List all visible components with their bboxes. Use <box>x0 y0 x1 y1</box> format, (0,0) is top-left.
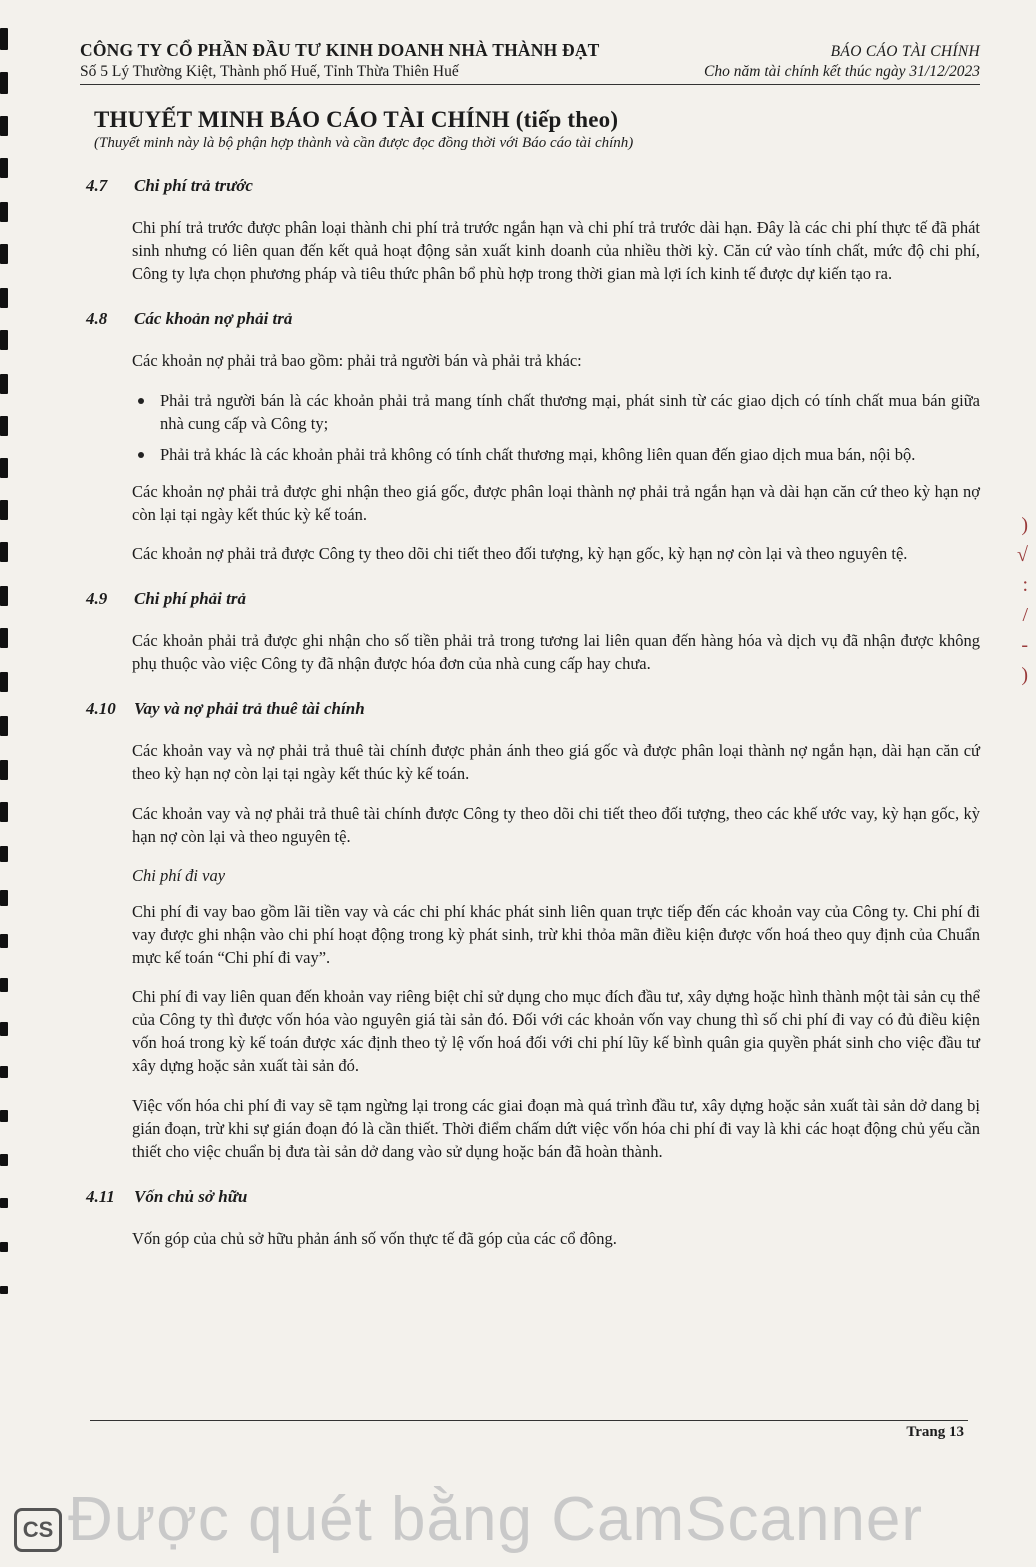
header-row-1 <box>80 40 980 61</box>
paragraph: Chi phí đi vay liên quan đến khoản vay riêng biệt chỉ sử dụng cho mục đích đầu tư, xây dựng hoặc hình thành một tài sản cụ thể của Công ty thì được vốn hóa vào nguyên giá tài sản đó. Đối với các khoản vốn vay chung thì số chi phí đi vay có đủ điều kiện vốn hoá trong kỳ kế toán được xác định theo tỷ lệ vốn hoá đối với chi phí lũy kế bình quân gia quyền phát sinh cho việc đầu tư xây dựng hoặc sản xuất tài sản đó. <box>132 987 980 1075</box>
list-item: Phải trả người bán là các khoản phải trả mang tính chất thương mại, phát sinh từ các giao dịch có tính chất mua bán giữa nhà cung cấp và Công ty; <box>132 389 980 435</box>
section-number: 4.10 <box>86 699 116 718</box>
header-row-2 <box>80 63 980 81</box>
paragraph: Các khoản nợ phải trả được ghi nhận theo giá gốc, được phân loại thành nợ phải trả ngắn hạn và dài hạn căn cứ theo kỳ hạn nợ còn lại tại ngày kết thúc kỳ kế toán. <box>132 481 980 524</box>
section-title: Vốn chủ sở hữu <box>134 1186 248 1206</box>
section-heading-4-9 <box>86 589 980 609</box>
paragraph: Việc vốn hóa chi phí đi vay sẽ tạm ngừng lại trong các giai đoạn mà quá trình đầu tư, xây dựng hoặc sản xuất tài sản dở dang bị gián đoạn, trừ khi sự gián đoạn đó là cần thiết. Thời điểm chấm dứt việc vốn hóa chi phí đi vay là khi các hoạt động chủ yếu cần thiết cho việc chuẩn bị đưa tài sản dở dang vào sử dụng hoặc bán đã hoàn thành. <box>132 1095 980 1161</box>
report-period: Cho năm tài chính kết thúc ngày 31/12/2023 <box>704 63 980 80</box>
company-address: Số 5 Lý Thường Kiệt, Thành phố Huế, Tỉnh Thừa Thiên Huế <box>80 63 459 80</box>
page-subtitle: (Thuyết minh này là bộ phận hợp thành và cần được đọc đồng thời với Báo cáo tài chính) <box>94 135 634 151</box>
watermark-text: Được quét bằng CamScanner <box>68 1485 924 1554</box>
paragraph: Các khoản nợ phải trả được Công ty theo dõi chi tiết theo đối tượng, kỳ hạn gốc, kỳ hạn nợ còn lại và theo nguyên tệ. <box>132 544 908 563</box>
header-divider <box>80 84 980 85</box>
section-title: Các khoản nợ phải trả <box>134 309 293 328</box>
section-title: Vay và nợ phải trả thuê tài chính <box>134 699 365 718</box>
paragraph: Vốn góp của chủ sở hữu phản ánh số vốn thực tế đã góp của các cổ đông. <box>132 1228 617 1248</box>
bullet-list <box>132 389 980 466</box>
scanner-watermark <box>0 1478 1036 1567</box>
section-number: 4.7 <box>86 176 108 195</box>
section-title: Chi phí trả trước <box>134 176 253 195</box>
report-type: BÁO CÁO TÀI CHÍNH <box>830 43 980 60</box>
section-heading-4-7 <box>86 176 980 196</box>
section-heading-4-11 <box>86 1187 980 1207</box>
footer-divider <box>90 1420 968 1421</box>
paragraph: Chi phí đi vay bao gồm lãi tiền vay và các chi phí khác phát sinh liên quan trực tiếp đến các khoản vay của Công ty. Chi phí đi vay được ghi nhận vào chi phí hoạt động trong kỳ phát sinh, trừ khi thỏa mãn điều kiện được vốn hoá theo quy định của Chuẩn mực kế toán “Chi phí đi vay”. <box>132 901 980 967</box>
list-item: Phải trả khác là các khoản phải trả không có tính chất thương mại, không liên quan đến giao dịch mua bán, nội bộ. <box>132 443 980 466</box>
camscanner-logo-icon: CS <box>14 1508 62 1552</box>
paragraph: Chi phí trả trước được phân loại thành chi phí trả trước ngắn hạn và chi phí trả trước dài hạn. Đây là các chi phí thực tế đã phát sinh nhưng có liên quan đến kết quả hoạt động sản xuất kinh doanh của nhiều thời kỳ. Căn cứ vào tính chất, mức độ chi phí, Công ty lựa chọn phương pháp và tiêu thức phân bổ phù hợp trong thời gian mà lợi ích kinh tế được dự kiến tạo ra. <box>132 218 980 283</box>
stamp-edge-fragment: ) √ : / - ) <box>1017 514 1028 686</box>
section-heading-4-8 <box>86 309 980 329</box>
section-number: 4.8 <box>86 309 108 328</box>
binding-holes <box>0 0 14 1567</box>
paragraph: Các khoản vay và nợ phải trả thuê tài chính được Công ty theo dõi chi tiết theo đối tượng, theo các khế ước vay, kỳ hạn gốc, kỳ hạn nợ còn lại và theo nguyên tệ. <box>132 803 980 846</box>
company-name: CÔNG TY CỔ PHẦN ĐẦU TƯ KINH DOANH NHÀ THÀNH ĐẠT <box>80 40 600 60</box>
section-title: Chi phí phải trả <box>134 589 246 608</box>
section-number: 4.9 <box>86 589 108 608</box>
subsection-heading: Chi phí đi vay <box>132 865 226 885</box>
paragraph: Các khoản vay và nợ phải trả thuê tài chính được phản ánh theo giá gốc và được phân loại thành nợ ngắn hạn, dài hạn căn cứ theo kỳ hạn nợ còn lại tại ngày kết thúc kỳ kế toán. <box>132 741 980 783</box>
section-heading-4-10 <box>86 699 980 719</box>
section-number: 4.11 <box>86 1186 115 1206</box>
page-title: THUYẾT MINH BÁO CÁO TÀI CHÍNH (tiếp theo) <box>94 107 619 132</box>
paragraph: Các khoản phải trả được ghi nhận cho số tiền phải trả trong tương lai liên quan đến hàng hóa và dịch vụ đã nhận được không phụ thuộc vào việc Công ty đã nhận được hóa đơn của nhà cung cấp hay chưa. <box>132 631 980 673</box>
page-number: Trang 13 <box>906 1424 964 1440</box>
document-page <box>80 40 980 1266</box>
paragraph: Các khoản nợ phải trả bao gồm: phải trả người bán và phải trả khác: <box>132 351 582 370</box>
